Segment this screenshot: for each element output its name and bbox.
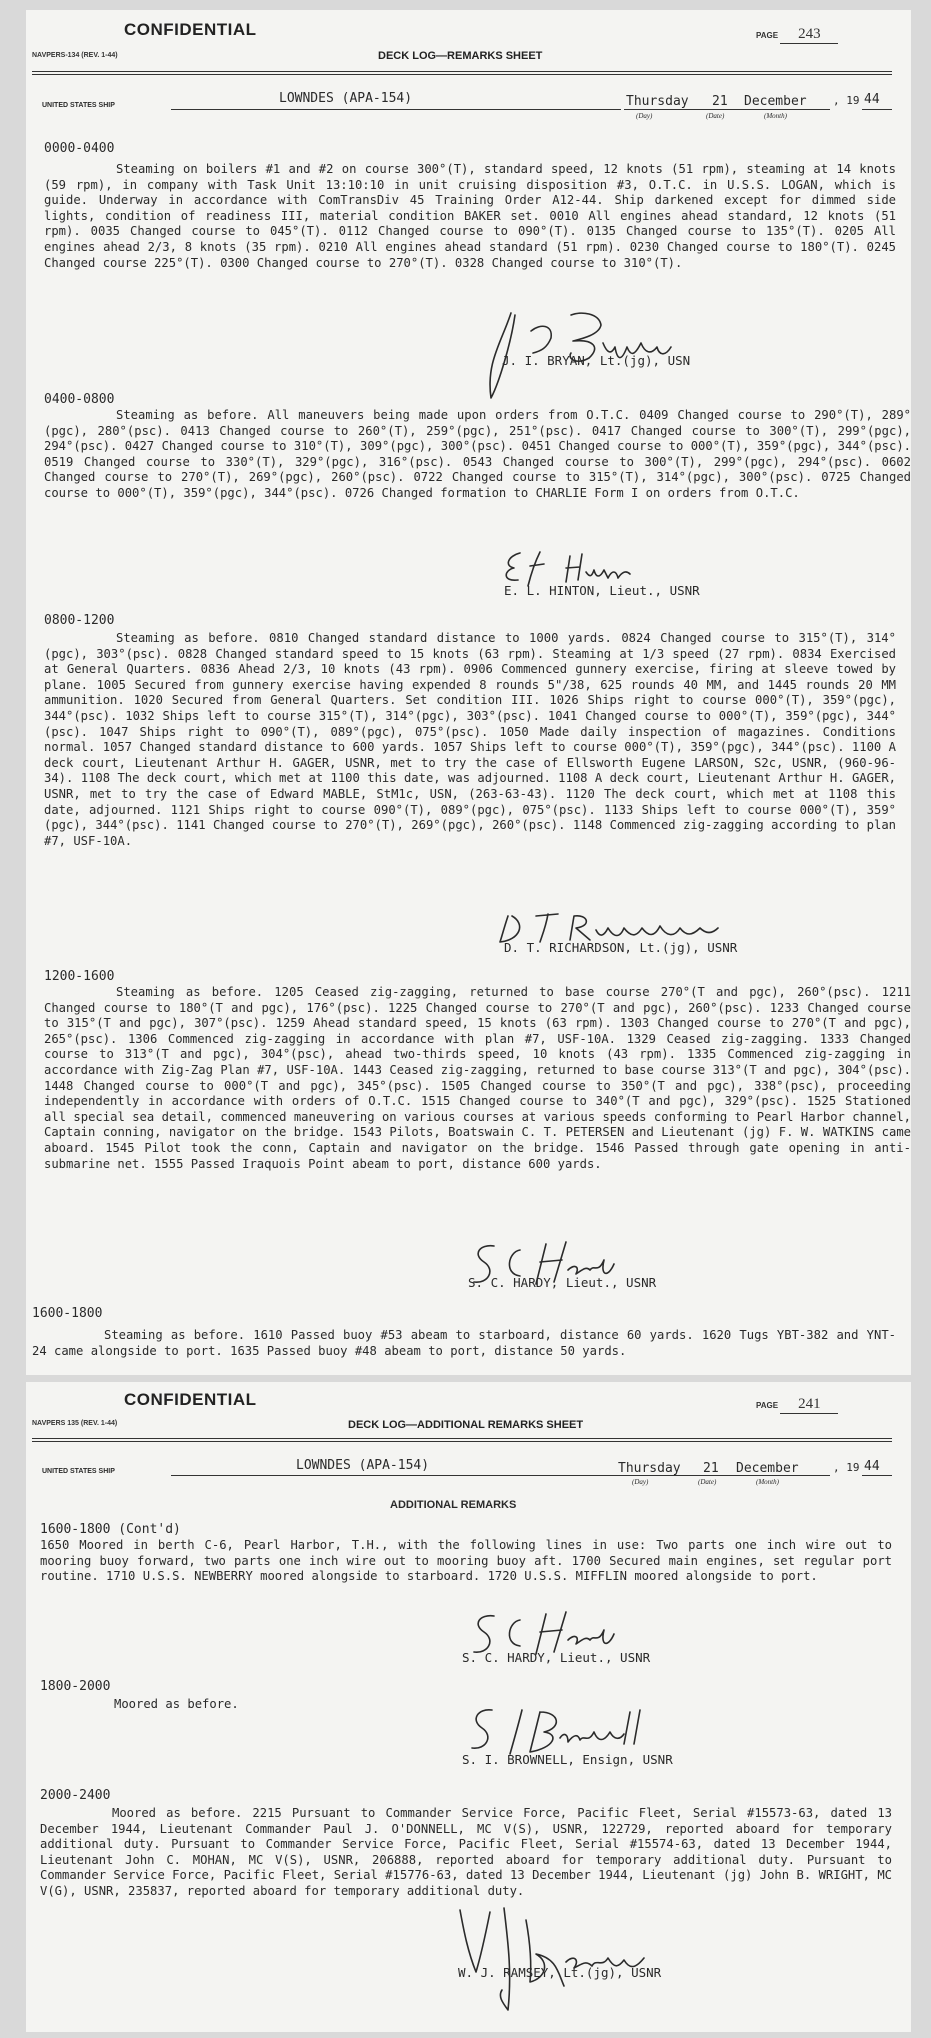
caption-month: (Month) <box>764 112 787 120</box>
form-number: NAVPERS 135 (REV. 1-44) <box>32 1420 118 1427</box>
ship-label: UNITED STATES SHIP <box>42 102 115 109</box>
watch-text: Moored as before. <box>114 1697 239 1711</box>
page-number: 243 <box>780 26 838 44</box>
ship-name: LOWNDES (APA-154) <box>296 1458 430 1473</box>
caption-date: (Date) <box>698 1478 717 1486</box>
page-number-field <box>756 26 838 44</box>
signature-line: D. T. RICHARDSON, Lt.(jg), USNR <box>504 940 738 955</box>
watch-entry <box>44 408 911 502</box>
watch-entry <box>44 162 896 271</box>
page-label: PAGE <box>756 1401 779 1410</box>
year-suffix: 44 <box>864 1459 880 1474</box>
page-number: 241 <box>780 1396 838 1414</box>
watch-text: Steaming as before. 1205 Ceased zig-zagging, returned to base course 270°(T and pgc), 260°(psc). 1211 Changed course to 180°(T and pgc), 176°(psc). 1225 Changed course to 270°(T and pgc), 260°(psc). 1233 Changed course to 315°(T and pgc), 307°(psc). 1259 Ahead standard speed, 15 knots (63 rpm). 1303 Changed course to 270°(T and pgc), 265°(psc). 1306 Commenced zig-zagging in accordance with plan #7, USF-10A. 1329 Ceased zig-zagging. 1333 Changed course to 313°(T and pgc), 304°(psc), ahead two-thirds speed, 10 knots (43 rpm). 1335 Commenced zig-zagging in accordance with Zig-Zag Plan #7, USF-10A. 1443 Ceased zig-zagging, returned to base course 313°(T and pgc), 304°(psc). 1448 Changed course to 000°(T and pgc), 345°(psc). 1505 Changed course to 350°(T and pgc), 338°(psc), proceeding independently in accordance with orders of O.T.C. 1515 Changed course to 340°(T and pgc), 329°(psc). 1525 Stationed all special sea detail, commenced maneuvering on various courses at various speeds conforming to Pearl Harbor channel, Captain conning, navigator on the bridge. 1543 Pilots, Boatswain C. T. PETERSEN and Lieutenant (jg) F. W. WATKINS came aboard. 1545 Pilot took the conn, Captain and navigator on the bridge. 1546 Passed through gate opening in anti-submarine net. 1555 Passed Iraquois Point abeam to port, distance 600 yards. <box>44 985 911 1171</box>
header-rule <box>32 1438 892 1442</box>
caption-day: (Day) <box>632 1478 649 1486</box>
watch-time: 1200-1600 <box>44 969 115 984</box>
log-date: 21 <box>703 1461 719 1476</box>
signature-hinton <box>500 548 700 588</box>
log-date: 21 <box>712 94 728 109</box>
signature-line: S. I. BROWNELL, Ensign, USNR <box>462 1752 673 1767</box>
watch-text: 1650 Moored in berth C-6, Pearl Harbor, T.H., with the following lines in use: Two parts one inch wire out to mooring buoy forward, two parts one inch wire out to mooring buoy aft. 1700 Secured main engines, set regular port routine. 1710 U.S.S. NEWBERRY moored alongside to starboard. 1720 U.S.S. MIFFLIN moored alongside to port. <box>40 1538 892 1584</box>
watch-text: Steaming as before. All maneuvers being made upon orders from O.T.C. 0409 Changed course to 290°(T), 289°(pgc), 280°(psc). 0413 Changed course to 260°(T), 259°(pgc), 251°(psc). 0417 Changed course to 300°(T), 299°(pgc), 294°(psc). 0427 Changed course to 310°(T), 309°(pgc), 300°(psc). 0451 Changed course to 000°(T), 359°(pgc), 344°(psc). 0519 Changed course to 330°(T), 329°(pgc), 316°(psc). 0543 Changed course to 300°(T), 299°(pgc), 294°(psc). 0602 Changed course to 270°(T), 269°(pgc), 260°(psc). 0722 Changed course to 315°(T), 314°(pgc), 300°(psc). 0725 Changed course to 000°(T), 359°(pgc), 344°(psc). 0726 Changed formation to CHARLIE Form I on orders from O.T.C. <box>44 408 911 500</box>
signature-line: J. I. BRYAN, Lt.(jg), USN <box>502 353 691 368</box>
signature-line: S. C. HARDY, Lieut., USNR <box>468 1275 657 1290</box>
watch-entry <box>44 985 911 1172</box>
caption-month: (Month) <box>756 1478 779 1486</box>
watch-text: Steaming as before. 1610 Passed buoy #53 abeam to starboard, distance 60 yards. 1620 Tugs YBT-382 and YNT-24 came alongside to port. 1635 Passed buoy #48 abeam to port, distance 50 yards. <box>32 1328 896 1358</box>
confidential-stamp: CONFIDENTIAL <box>124 1390 257 1409</box>
year-underline <box>862 1475 892 1476</box>
signature-ramsey <box>446 1902 686 2022</box>
form-number: NAVPERS-134 (REV. 1-44) <box>32 52 118 59</box>
year-prefix: , 19 <box>833 94 860 107</box>
watch-entry <box>32 1328 896 1359</box>
watch-time: 1600-1800 <box>32 1306 103 1321</box>
watch-time: 0400-0800 <box>44 392 115 407</box>
watch-time: 2000-2400 <box>40 1788 111 1803</box>
caption-date: (Date) <box>706 112 725 120</box>
log-day: Thursday <box>626 94 689 109</box>
log-month: December <box>736 1461 799 1476</box>
confidential-stamp: CONFIDENTIAL <box>124 20 257 39</box>
year-suffix: 44 <box>864 92 880 107</box>
watch-text: Moored as before. 2215 Pursuant to Commander Service Force, Pacific Fleet, Serial #15573-63, dated 13 December 1944, Lieutenant Commander Paul J. O'DONNELL, MC V(S), USNR, 122729, reported aboard for temporary additional duty. Pursuant to Commander Service Force, Pacific Fleet, Serial #15574-63, dated 13 December 1944, Lieutenant John C. MOHAN, MC V(S), USNR, 206888, reported aboard for temporary additional duty. Pursuant to Commander Service Force, Pacific Fleet, Serial #15776-63, dated 13 December 1944, Lieutenant (jg) John B. WRIGHT, MC V(G), USNR, 235837, reported aboard for temporary additional duty. <box>40 1806 892 1898</box>
watch-text: Steaming on boilers #1 and #2 on course 300°(T), standard speed, 12 knots (51 rpm), steaming at 14 knots (59 rpm), in company with Task Unit 13:10:10 in unit cruising disposition #3, O.T.C. in U.S.S. LOGAN, which is guide. Underway in accordance with ComTransDiv 45 Training Order A12-44. Ship darkened except for dimmed side lights, condition of readiness III, material condition BAKER set. 0010 All engines ahead standard, 12 knots (51 rpm). 0035 Changed course to 045°(T). 0112 Changed course to 090°(T). 0135 Changed course to 135°(T). 0205 All engines ahead 2/3, 8 knots (35 rpm). 0210 All engines ahead standard (51 rpm). 0230 Changed course to 180°(T). 0245 Changed course 225°(T). 0300 Changed course to 270°(T). 0328 Changed course to 310°(T). <box>44 162 896 270</box>
signature-line: W. J. RAMSEY, Lt.(jg), USNR <box>458 1965 662 1980</box>
year-underline <box>862 109 892 110</box>
watch-time: 0000-0400 <box>44 141 115 156</box>
log-month: December <box>744 94 807 109</box>
deck-log-remarks-sheet <box>26 10 911 1375</box>
watch-text: Steaming as before. 0810 Changed standard distance to 1000 yards. 0824 Changed course to 315°(T), 314°(pgc), 303°(psc). 0828 Changed standard speed to 15 knots (63 rpm). Steaming at 1/3 speed (27 rpm). 0834 Exercised at General Quarters. 0836 Ahead 2/3, 10 knots (43 rpm). 0906 Commenced gunnery exercise, firing at sleeve towed by plane. 1005 Secured from gunnery exercise having expended 8 rounds 5"/38, 625 rounds 40 MM, and 1445 rounds 20 MM ammunition. 1020 Secured from General Quarters. Set condition III. 1026 Ships right to course 000°(T), 359°(pgc), 344°(psc). 1032 Ships left to course 315°(T), 314°(pgc), 303°(psc). 1041 Changed course to 000°(T), 359°(pgc), 344°(psc). 1047 Ships right to 090°(T), 089°(pgc), 075°(psc). 1050 Made daily inspection of magazines. Conditions normal. 1057 Changed standard distance to 600 yards. 1057 Ships left to course 000°(T), 359°(pgc), 344°(psc). 1100 A deck court, Lieutenant Arthur H. GAGER, USNR, met to try the case of Ellsworth Eugene LARSON, S2c, USNR, (960-96-34). 1108 The deck court, which met at 1100 this date, was adjourned. 1108 A deck court, Lieutenant Arthur H. GAGER, USNR, met to try the case of Edward MABLE, StM1c, USN, (263-63-43). 1120 The deck court, which met at 1108 this date, adjourned. 1121 Ships right to course 090°(T), 089°(pgc), 075°(psc). 1133 Ships left to course 000°(T), 359°(pgc), 344°(psc). 1141 Changed course to 270°(T), 269°(pgc), 260°(psc). 1148 Commenced zig-zagging according to plan #7, USF-10A. <box>44 631 896 848</box>
watch-time: 1600-1800 (Cont'd) <box>40 1522 181 1537</box>
watch-entry <box>40 1806 892 1900</box>
year-prefix: , 19 <box>833 1461 860 1474</box>
caption-day: (Day) <box>636 112 653 120</box>
page-number-field <box>756 1396 838 1414</box>
sheet-title: DECK LOG—ADDITIONAL REMARKS SHEET <box>348 1419 584 1431</box>
section-title: ADDITIONAL REMARKS <box>390 1499 517 1511</box>
watch-time: 1800-2000 <box>40 1679 111 1694</box>
signature-line: E. L. HINTON, Lieut., USNR <box>504 583 700 598</box>
page-label: PAGE <box>756 31 779 40</box>
watch-entry <box>44 631 896 849</box>
signature-line: S. C. HARDY, Lieut., USNR <box>462 1650 651 1665</box>
sheet-title: DECK LOG—REMARKS SHEET <box>378 50 543 62</box>
deck-log-additional-remarks-sheet <box>26 1382 911 2032</box>
header-rule <box>32 71 892 75</box>
ship-name: LOWNDES (APA-154) <box>279 91 413 106</box>
watch-entry <box>40 1538 892 1585</box>
ship-underline <box>171 109 621 110</box>
date-underline <box>616 1475 830 1476</box>
log-day: Thursday <box>618 1461 681 1476</box>
date-underline <box>624 109 830 110</box>
ship-underline <box>171 1475 621 1476</box>
watch-time: 0800-1200 <box>44 613 115 628</box>
ship-label: UNITED STATES SHIP <box>42 1468 115 1475</box>
